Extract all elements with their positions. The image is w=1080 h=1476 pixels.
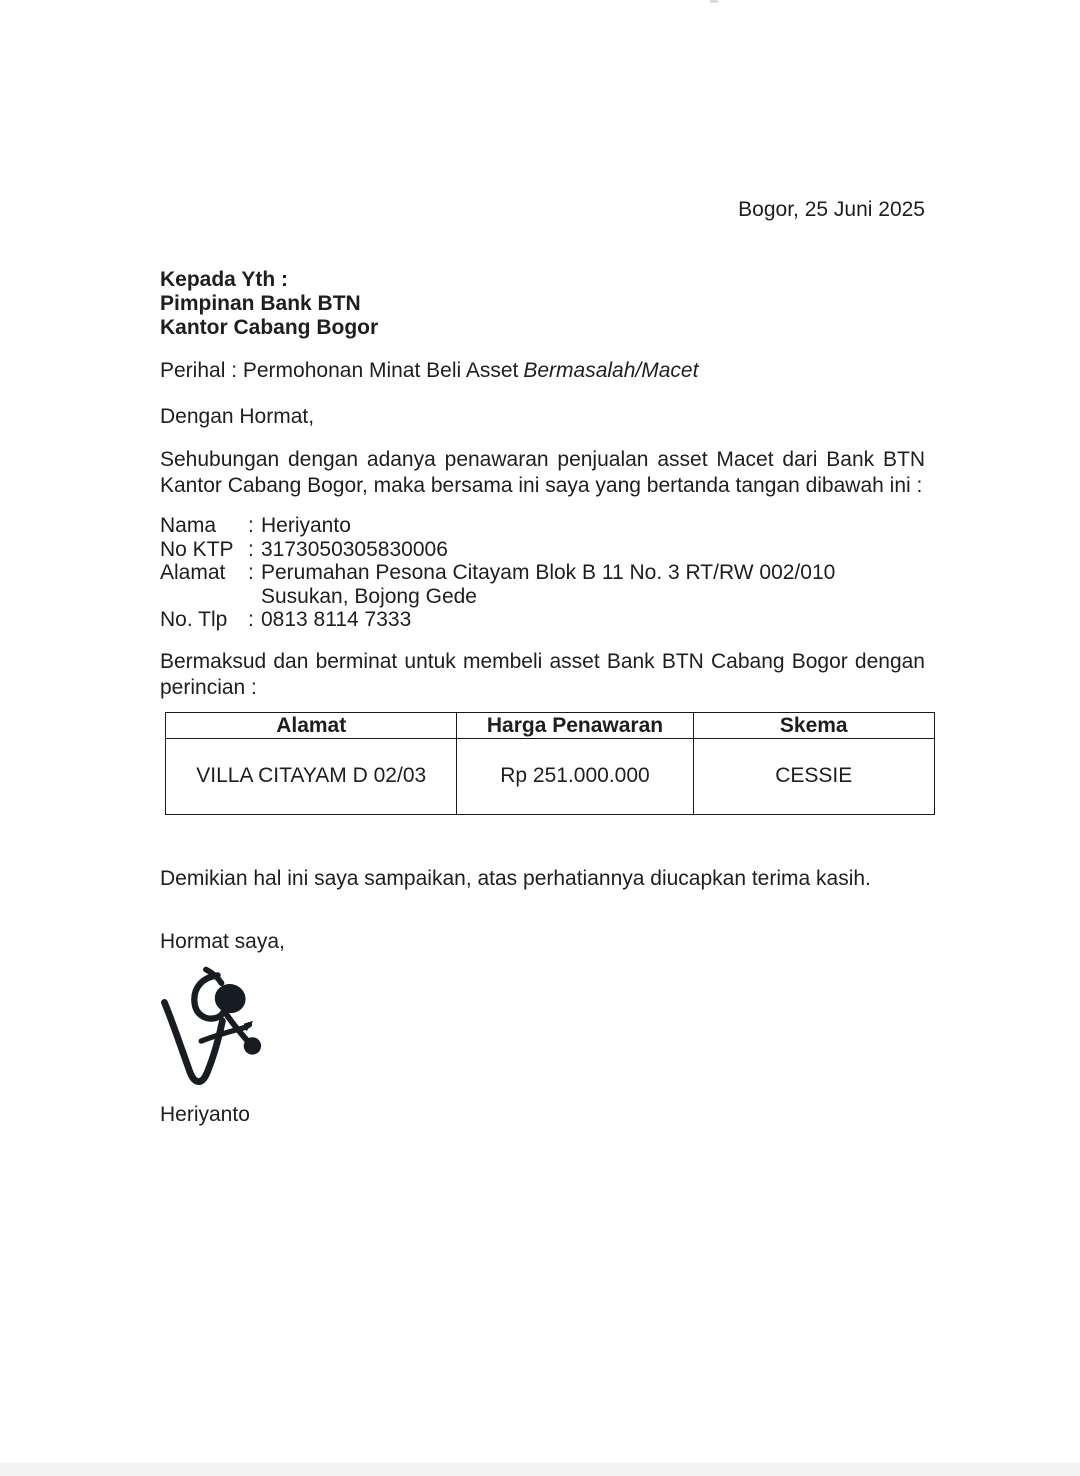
- applicant-details: [160, 514, 925, 632]
- subject-emphasis: Bermasalah/Macet: [523, 359, 699, 382]
- detail-row-nama: [160, 514, 925, 538]
- recipient-line-pimpinan: Pimpinan Bank BTN: [160, 292, 361, 315]
- cell-alamat: VILLA CITAYAM D 02/03: [166, 738, 457, 814]
- table-header-row: [166, 712, 935, 738]
- recipient-line-kantor: Kantor Cabang Bogor: [160, 316, 379, 339]
- detail-value: 0813 8114 7333: [261, 608, 412, 631]
- detail-row-ktp: [160, 538, 925, 562]
- table-header-alamat: Alamat: [166, 712, 457, 738]
- subject-prefix: Perihal : Permohonan Minat Beli Asset: [160, 359, 519, 382]
- closing-paragraph: Demikian hal ini saya sampaikan, atas perhatiannya diucapkan terima kasih.: [160, 866, 871, 890]
- table-header-skema: Skema: [693, 712, 934, 738]
- intent-paragraph: Bermaksud dan berminat untuk membeli asset Bank BTN Cabang Bogor dengan perincian :: [160, 649, 925, 699]
- viewer-footer-bar: [0, 1463, 1080, 1476]
- recipient-line-kepada: Kepada Yth :: [160, 268, 288, 291]
- opening-paragraph: Sehubungan dengan adanya penawaran penjualan asset Macet dari Bank BTN Kantor Cabang Bogor, maka bersama ini saya yang bertanda tangan dibawah ini :: [160, 448, 925, 497]
- table-row: [166, 738, 935, 814]
- detail-value: Perumahan Pesona Citayam Blok B 11 No. 3 RT/RW 002/010: [261, 561, 836, 584]
- recipient-block: [160, 268, 925, 340]
- subject-line: [160, 358, 925, 383]
- detail-label: Alamat: [160, 561, 226, 584]
- letter-page: [160, 0, 925, 1127]
- detail-value: 3173050305830006: [261, 537, 448, 561]
- detail-label: No. Tlp: [160, 608, 228, 631]
- detail-label: Nama: [160, 514, 217, 537]
- signature-image: [150, 957, 320, 1102]
- table-header-harga-penawaran: Harga Penawaran: [457, 712, 693, 738]
- detail-separator: :: [248, 537, 254, 561]
- detail-row-tlp: [160, 608, 925, 632]
- signer-name: Heriyanto: [160, 1102, 250, 1126]
- detail-value: Heriyanto: [261, 514, 351, 537]
- cell-skema: CESSIE: [693, 738, 934, 814]
- city-date-line: Bogor, 25 Juni 2025: [738, 198, 925, 221]
- detail-separator: :: [248, 608, 254, 631]
- detail-separator: :: [248, 514, 254, 537]
- detail-label: No KTP: [160, 537, 234, 561]
- signoff-line: Hormat saya,: [160, 929, 285, 953]
- detail-value-alamat-line2: Susukan, Bojong Gede: [261, 584, 477, 608]
- asset-table: [165, 712, 935, 815]
- handwritten-signature-icon: [150, 957, 320, 1102]
- salutation: Dengan Hormat,: [160, 405, 315, 428]
- cell-harga: Rp 251.000.000: [457, 738, 693, 814]
- detail-row-alamat: [160, 561, 925, 585]
- detail-separator: :: [248, 561, 254, 584]
